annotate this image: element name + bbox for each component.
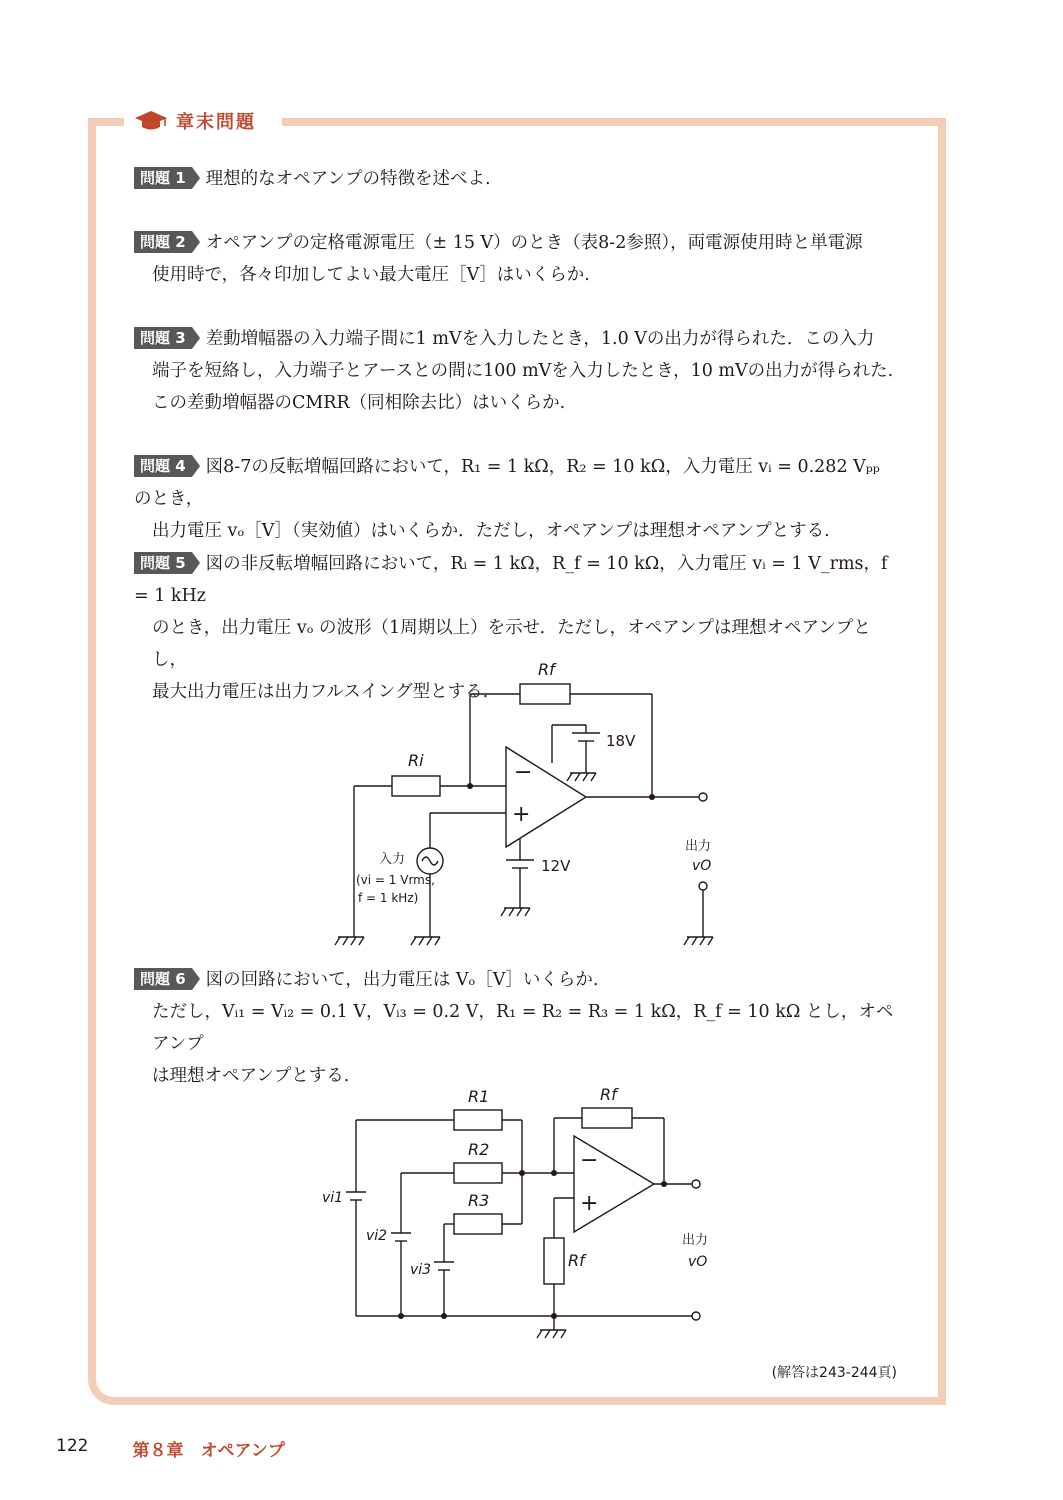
problem-text: 図8-7の反転増幅回路において，R₁ = 1 kΩ，R₂ = 10 kΩ，入力電圧 vᵢ = 0.282 Vₚₚ のとき， bbox=[134, 457, 880, 509]
problem-4 bbox=[134, 451, 902, 547]
figure-5-svg bbox=[330, 655, 730, 955]
problem-6 bbox=[134, 964, 902, 1092]
output-label: 出力 bbox=[682, 1233, 709, 1248]
figure-6-svg bbox=[318, 1080, 718, 1350]
output-terminal bbox=[692, 1180, 700, 1188]
r2-resistor bbox=[454, 1163, 502, 1183]
answer-reference: (解答は243-244頁) bbox=[771, 1365, 897, 1381]
problem-label: 問題 6 bbox=[134, 968, 192, 990]
problem-text: のとき，出力電圧 vₒ の波形（1周期以上）を示せ．ただし，オペアンプは理想オペアンプとし， bbox=[152, 618, 871, 670]
output-vo: vO bbox=[692, 858, 712, 874]
problem-text: ただし，Vᵢ₁ = Vᵢ₂ = 0.1 V，Vᵢ₃ = 0.2 V，R₁ = R₂ = R₃ = 1 kΩ，R_f = 10 kΩ とし，オペアンプ bbox=[152, 1002, 894, 1054]
rf-side-label: Rf bbox=[568, 1251, 585, 1270]
problem-text: 端子を短絡し，入力端子とアースとの間に100 mVを入力したとき，10 mVの出力が得られた. bbox=[152, 361, 894, 381]
minus-sign: − bbox=[580, 1148, 599, 1173]
page-footer bbox=[56, 1436, 285, 1461]
input-voltage: (vi = 1 Vrms, bbox=[356, 873, 435, 887]
problem-text: 出力電圧 vₒ［V］（実効値）はいくらか．ただし，オペアンプは理想オペアンプとする. bbox=[152, 521, 830, 541]
ri-label: Ri bbox=[408, 751, 424, 770]
minus-sign: − bbox=[514, 760, 533, 785]
figure-5-circuit bbox=[330, 655, 730, 959]
section-title: 章末問題 bbox=[176, 112, 256, 133]
section-header bbox=[134, 106, 256, 136]
vi1-label: vi1 bbox=[322, 1190, 344, 1206]
rf-label: Rf bbox=[538, 660, 555, 679]
r2-label: R2 bbox=[468, 1140, 490, 1159]
problem-text: この差動増幅器のCMRR（同相除去比）はいくらか. bbox=[152, 393, 566, 413]
problem-text: 理想的なオペアンプの特徴を述べよ. bbox=[205, 169, 491, 189]
graduation-cap-icon bbox=[134, 110, 168, 132]
ground-terminal bbox=[692, 1312, 700, 1320]
r1-resistor bbox=[454, 1110, 502, 1130]
output-vo: vO bbox=[688, 1254, 708, 1270]
input-label: 入力 bbox=[379, 852, 406, 867]
problem-text: 使用時で，各々印加してよい最大電圧［V］はいくらか. bbox=[152, 265, 590, 285]
rf-side-resistor bbox=[544, 1238, 564, 1284]
problem-text: 図の非反転増幅回路において，Rᵢ = 1 kΩ，R_f = 10 kΩ，入力電圧 vᵢ = 1 V_rms，f = 1 kHz bbox=[134, 554, 888, 606]
frame-top-left bbox=[88, 118, 124, 126]
ri-resistor bbox=[392, 776, 440, 796]
problem-label: 問題 3 bbox=[134, 327, 192, 349]
input-frequency: f = 1 kHz) bbox=[358, 891, 419, 905]
output-terminal bbox=[699, 793, 707, 801]
page-number: 122 bbox=[56, 1436, 89, 1456]
vi2-label: vi2 bbox=[366, 1228, 388, 1244]
problem-label: 問題 1 bbox=[134, 167, 192, 189]
vi3-label: vi3 bbox=[410, 1262, 432, 1278]
r1-label: R1 bbox=[468, 1087, 490, 1106]
output-label: 出力 bbox=[685, 839, 712, 854]
problem-text: 図の回路において，出力電圧は Vₒ［V］いくらか. bbox=[205, 970, 599, 990]
problem-text: オペアンプの定格電源電圧（± 15 V）のとき（表8-2参照），両電源使用時と単電源 bbox=[205, 233, 863, 253]
ground-terminal bbox=[699, 882, 707, 890]
problem-3 bbox=[134, 323, 902, 419]
problem-label: 問題 2 bbox=[134, 231, 192, 253]
problem-1 bbox=[134, 163, 902, 195]
problem-text: 差動増幅器の入力端子間に1 mVを入力したとき，1.0 Vの出力が得られた．この入力 bbox=[205, 329, 875, 349]
frame-top-right bbox=[282, 118, 946, 126]
rf-top-label: Rf bbox=[600, 1085, 617, 1104]
problem-text: は理想オペアンプとする. bbox=[152, 1066, 350, 1086]
figure-6-circuit bbox=[318, 1080, 718, 1354]
plus-sign: + bbox=[512, 802, 531, 827]
plus-sign: + bbox=[580, 1191, 599, 1216]
r3-resistor bbox=[454, 1214, 502, 1234]
rf-top-resistor bbox=[582, 1108, 632, 1128]
problem-2 bbox=[134, 227, 902, 291]
vminus-label: 12V bbox=[541, 857, 571, 875]
vplus-label: 18V bbox=[606, 732, 636, 750]
problem-text: 最大出力電圧は出力フルスイング型とする. bbox=[152, 682, 489, 702]
problem-label: 問題 5 bbox=[134, 552, 192, 574]
problem-label: 問題 4 bbox=[134, 455, 192, 477]
chapter-title: 第８章 オペアンプ bbox=[132, 1441, 285, 1461]
rf-resistor bbox=[520, 684, 570, 704]
r3-label: R3 bbox=[468, 1191, 490, 1210]
